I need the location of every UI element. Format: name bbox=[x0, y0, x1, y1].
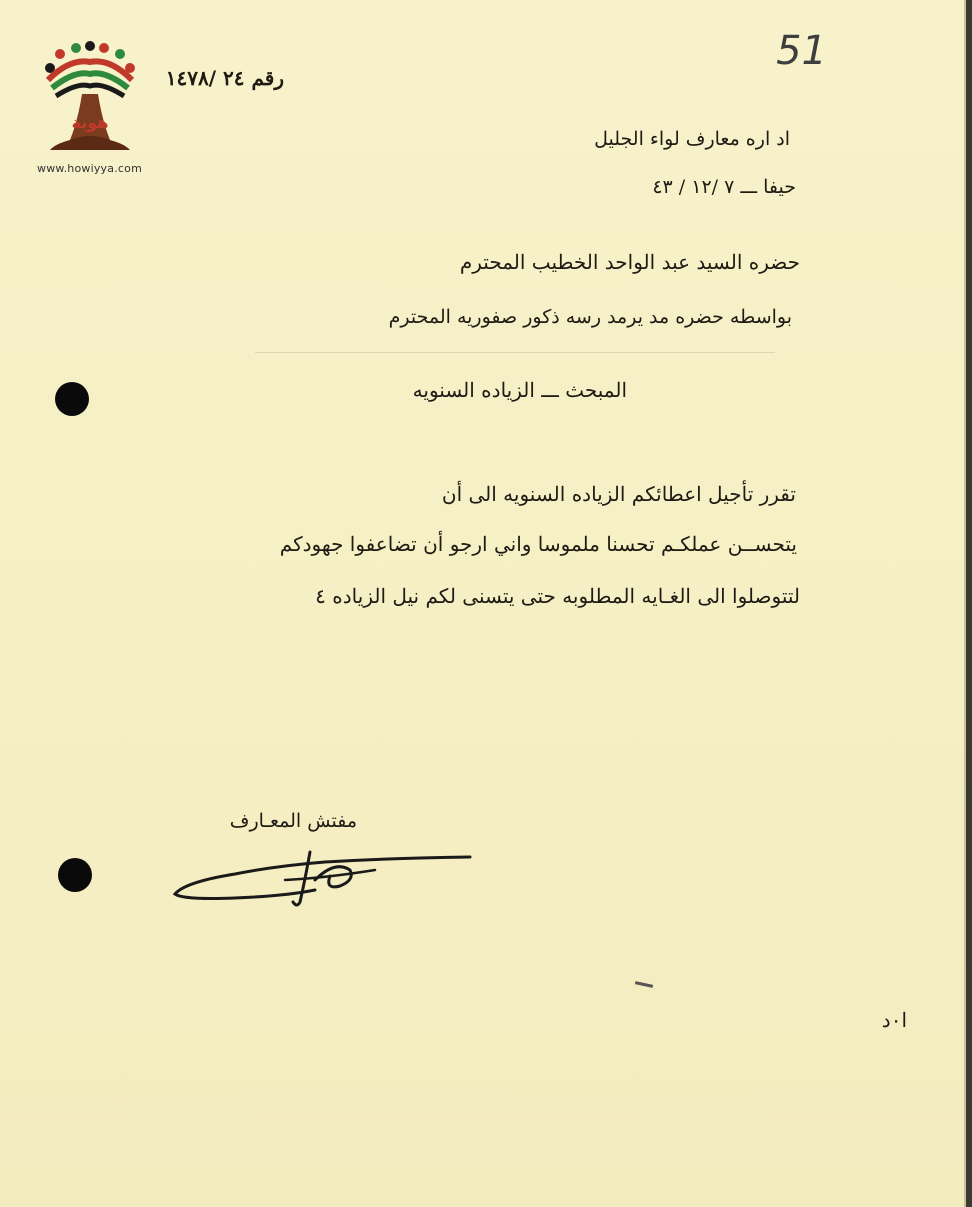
tree-logo-icon bbox=[30, 40, 150, 165]
signature-title: مفتش المعـارف bbox=[229, 810, 357, 832]
scan-edge-inner bbox=[964, 0, 966, 1207]
body-line-1: تقرر تأجيل اعطائكم الزياده السنويه الى أن bbox=[441, 482, 796, 506]
body-line-2: يتحســن عملكـم تحسنا ملموسا واني ارجو أن تضاعفوا جهودكم bbox=[279, 532, 797, 556]
punch-hole-bottom bbox=[58, 858, 92, 892]
addressee: حضره السيد عبد الواحد الخطيب المحترم bbox=[459, 250, 800, 274]
subject-line: المبحث ـــ الزياده السنويه bbox=[412, 378, 627, 402]
howiyya-logo bbox=[30, 40, 150, 180]
typist-initials: ا٠د bbox=[881, 1008, 907, 1032]
place-and-date: حيفا ـــ ٧ /١٢ / ٤٣ bbox=[652, 176, 796, 198]
faint-divider bbox=[255, 352, 775, 353]
page-number: 51 bbox=[776, 28, 827, 74]
scan-edge bbox=[966, 0, 972, 1207]
punch-hole-top bbox=[55, 382, 89, 416]
department-name: اد اره معارف لواء الجليل bbox=[594, 128, 790, 150]
watermark-url[interactable]: www.howiyya.com bbox=[37, 162, 142, 175]
logo-text: هوية bbox=[71, 113, 109, 132]
body-line-3: لتتوصلوا الى الغـايه المطلوبه حتى يتسنى لكم نيل الزياده ٤ bbox=[315, 584, 800, 608]
handwritten-signature bbox=[165, 840, 485, 920]
reference-number: رقم ٢٤ /١٤٧٨ bbox=[165, 66, 284, 90]
via-line: بواسطه حضره مد يرمد رسه ذكور صفوريه المحترم bbox=[388, 306, 792, 328]
ink-speck bbox=[635, 981, 653, 988]
